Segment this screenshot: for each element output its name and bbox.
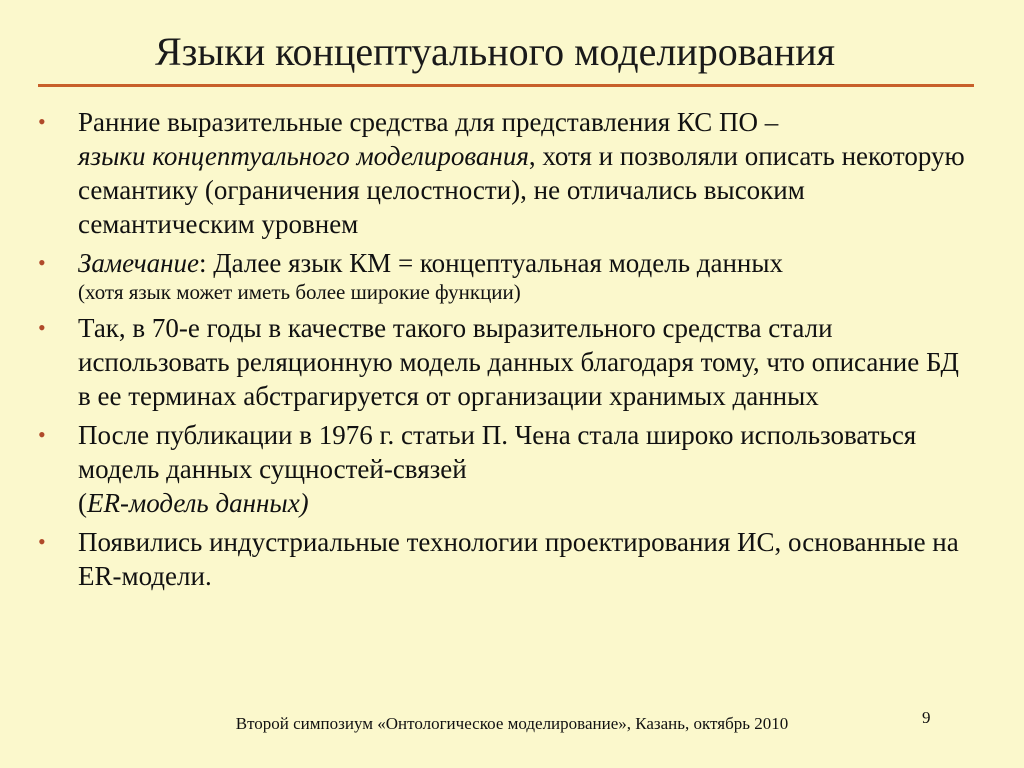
bullet-4-paren: (: [78, 488, 87, 518]
bullet-2-note: (хотя язык может иметь более широкие функции): [78, 280, 521, 304]
bullet-marker: •: [38, 109, 46, 134]
bullet-3-text: Так, в 70-е годы в качестве такого выразительного средства стали использовать реляционную модель данных благодаря тому, что описание БД в ее терминах абстрагируется от организации хранимых данных: [78, 313, 959, 411]
bullet-marker: •: [38, 250, 46, 275]
bullet-list: [38, 105, 968, 598]
slide-title: Языки концептуального моделирования: [154, 29, 836, 74]
bullet-item-4: [38, 418, 968, 520]
slide-footer: Второй симпозиум «Онтологическое моделирование», Казань, октябрь 2010: [235, 714, 789, 733]
bullet-marker: •: [38, 315, 46, 340]
bullet-2-emphasis: Замечание: [78, 248, 199, 278]
bullet-marker: •: [38, 422, 46, 447]
bullet-1-part3: , хотя и позволяли описать некоторую семантику (ограничения целостности), не отличались высоким семантическим уровнем: [78, 141, 965, 239]
bullet-1-part1: Ранние выразительные средства для представления КС ПО –: [78, 107, 779, 137]
bullet-4-text: После публикации в 1976 г. статьи П. Чена стала широко использоваться модель данных сущностей-связей: [78, 420, 917, 484]
title-underline: [38, 84, 974, 87]
bullet-marker: •: [38, 529, 46, 554]
bullet-item-3: [38, 311, 968, 413]
bullet-2-text: : Далее язык КМ = концептуальная модель данных: [199, 248, 784, 278]
bullet-5-text: Появились индустриальные технологии проектирования ИС, основанные на ER-модели.: [78, 527, 959, 591]
bullet-item-2: [38, 246, 968, 306]
bullet-4-emphasis: ER-модель данных): [87, 488, 309, 518]
bullet-text: [78, 246, 968, 280]
bullet-text: [78, 105, 968, 241]
bullet-item-1: [38, 105, 968, 241]
bullet-text: [78, 418, 968, 520]
bullet-item-5: [38, 525, 968, 593]
page-number: 9: [922, 708, 931, 727]
bullet-1-emphasis: языки концептуального моделирования: [78, 141, 529, 171]
